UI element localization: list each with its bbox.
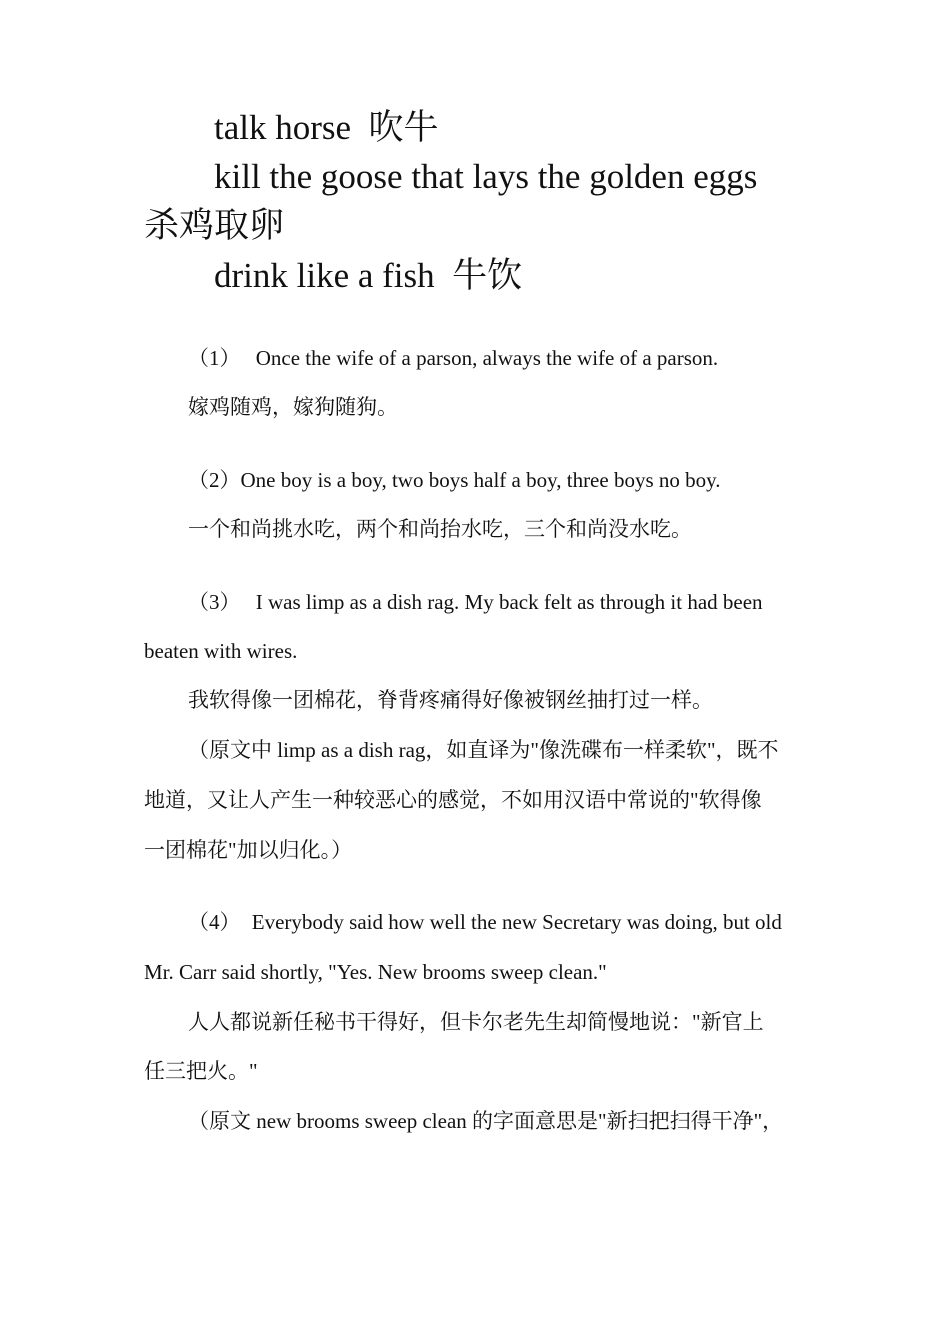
example-4-chinese-cont: 任三把火。": [144, 1059, 258, 1083]
idiom-english: talk horse: [214, 108, 352, 147]
example-3-note-end: 一团棉花"加以归化。）: [144, 838, 353, 862]
example-3-english: [188, 592, 763, 613]
example-3-note: （原文中 limp as a dish rag，如直译为"像洗碟布一样柔软"，既不: [188, 738, 779, 762]
example-4-english-cont: Mr. Carr said shortly, "Yes. New brooms sweep clean.": [144, 960, 607, 984]
example-3-note-cont: 地道，又让人产生一种较恶心的感觉，不如用汉语中常说的"软得像: [144, 788, 762, 812]
example-1-chinese: 嫁鸡随鸡，嫁狗随狗。: [188, 395, 398, 419]
example-3-chinese: 我软得像一团棉花，脊背疼痛得好像被钢丝抽打过一样。: [188, 688, 713, 712]
example-sentence: Everybody said how well the new Secretary was doing, but old: [251, 910, 782, 934]
example-4-chinese: 人人都说新任秘书干得好，但卡尔老先生却简慢地说："新官上: [188, 1010, 764, 1034]
idiom-english: drink like a fish: [214, 256, 435, 295]
idiom-3: [214, 258, 522, 293]
idiom-2-chinese: 杀鸡取卵: [144, 206, 285, 245]
example-sentence: One boy is a boy, two boys half a boy, three boys no boy.: [240, 468, 721, 492]
example-2-chinese: 一个和尚挑水吃，两个和尚抬水吃，三个和尚没水吃。: [188, 517, 692, 541]
example-sentence: Once the wife of a parson, always the wife of a parson.: [255, 346, 719, 370]
idiom-chinese: 吹牛: [368, 108, 439, 147]
example-number: （4）: [188, 910, 241, 934]
idiom-chinese: 牛饮: [452, 256, 523, 295]
example-sentence: I was limp as a dish rag. My back felt as through it had been: [255, 590, 763, 614]
example-3-english-cont: beaten with wires.: [144, 639, 298, 663]
example-1-english: [188, 348, 718, 369]
example-number: （3）: [188, 590, 241, 614]
example-number: （2）: [188, 468, 241, 492]
idiom-2-english: kill the goose that lays the golden eggs: [214, 157, 758, 196]
example-number: （1）: [188, 346, 241, 370]
example-2-english: [188, 470, 721, 491]
example-4-note: （原文 new brooms sweep clean 的字面意思是"新扫把扫得干净"，: [188, 1109, 784, 1133]
idiom-1: [214, 110, 439, 145]
example-4-english: [188, 912, 782, 933]
